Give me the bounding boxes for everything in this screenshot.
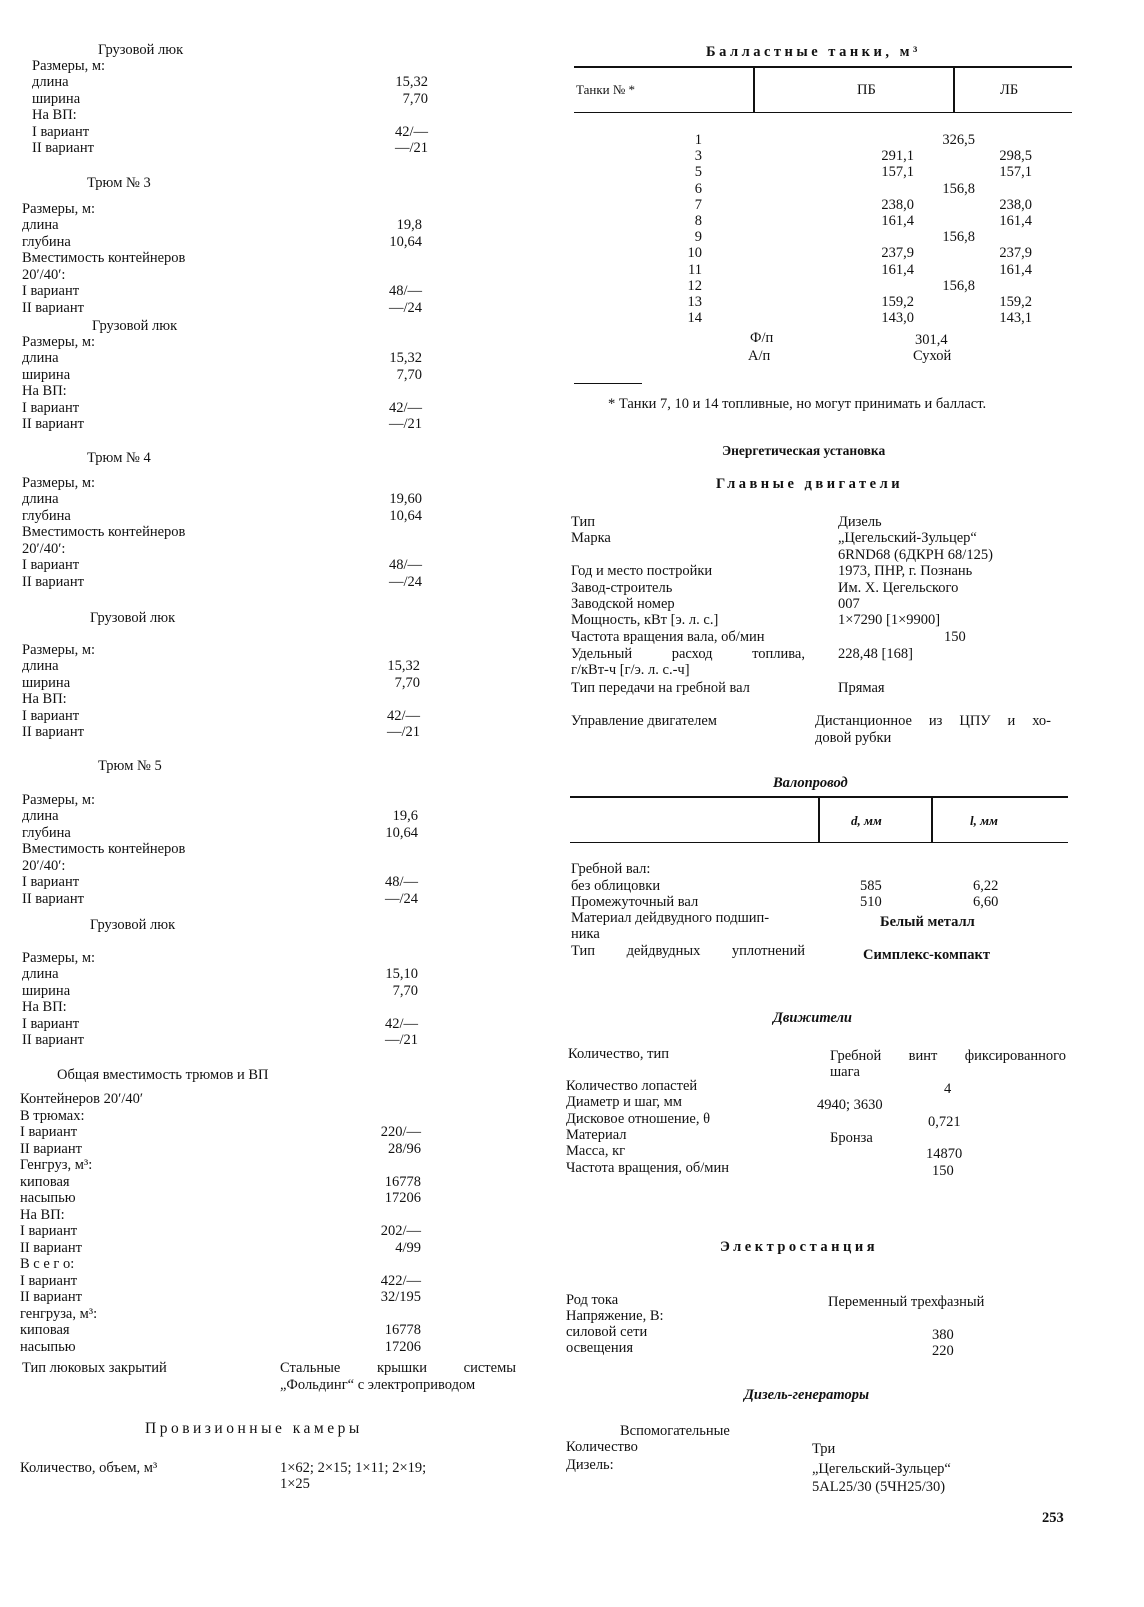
power-title: Энергетическая установка — [722, 443, 886, 458]
row-label: На ВП: — [20, 1206, 65, 1223]
propulsor-row-value: 4 — [944, 1081, 952, 1097]
row-label: II вариант — [20, 1289, 82, 1305]
sizes-label: Размеры, м: — [22, 642, 96, 658]
row-value: 16778 — [384, 1173, 421, 1190]
shaft-row-label: без облицовки — [571, 877, 661, 894]
row-label: длина — [22, 217, 59, 233]
sizes-label: Размеры, м: — [22, 201, 96, 217]
row-value: 4/99 — [395, 1239, 421, 1256]
tank-pb-value: 143,0 — [881, 310, 914, 327]
ballast-title: Балластные танки, м³ — [706, 44, 921, 60]
shaft-row-label: Гребной вал: — [571, 861, 651, 877]
row-label: глубина — [22, 507, 71, 524]
shaft-col-divider — [931, 796, 933, 842]
tank-lb-value: 161,4 — [999, 261, 1032, 278]
row-value: 220/— — [380, 1124, 421, 1140]
row-value: 17206 — [384, 1338, 421, 1355]
row-label: длина — [22, 350, 59, 366]
tank-lb-value: 143,1 — [999, 310, 1032, 327]
table-header-rule — [574, 112, 1072, 113]
tank-center-value: 156,8 — [942, 277, 975, 294]
section-title-hatch: Грузовой люк — [90, 610, 176, 626]
row-value: 15,32 — [389, 350, 422, 366]
tank-lb-value: 298,5 — [999, 148, 1032, 165]
row-value: —/24 — [388, 573, 422, 590]
row-label: На ВП: — [32, 107, 77, 123]
row-label: длина — [22, 966, 59, 982]
closure-value-line1: Стальные крышки системы — [280, 1360, 516, 1376]
row-label: Контейнеров 20′/40′ — [20, 1091, 144, 1107]
engine-brand-value2: 6RND68 (6ДКРН 68/125) — [838, 547, 993, 563]
gen-diesel-value2: 5AL25/30 (5ЧН25/30) — [812, 1479, 946, 1495]
row-value: 10,64 — [385, 824, 418, 841]
row-label: I вариант — [22, 399, 80, 416]
shaft-row-label: Промежуточный вал — [571, 894, 699, 910]
table-top-rule — [574, 66, 1072, 68]
tank-pb-value: 161,4 — [881, 261, 914, 278]
propulsor-row-label: Диаметр и шаг, мм — [566, 1094, 682, 1111]
row-label: длина — [22, 808, 59, 824]
row-label: II вариант — [22, 724, 84, 740]
row-value: 15,32 — [395, 74, 428, 90]
tank-number: 11 — [688, 261, 702, 278]
tank-center-value: 156,8 — [942, 229, 975, 246]
row-label: глубина — [22, 233, 71, 250]
row-value: —/21 — [394, 140, 428, 156]
diesel-gens-title: Дизель-генераторы — [744, 1387, 870, 1403]
tank-pb-value: 157,1 — [881, 164, 914, 181]
row-label: I вариант — [20, 1124, 78, 1140]
row-value: 42/— — [384, 1015, 418, 1032]
row-label: II вариант — [20, 1140, 82, 1157]
row-value: —/21 — [388, 416, 422, 432]
engine-rpm-label: Частота вращения вала, об/мин — [571, 629, 765, 645]
propulsor-qty-label: Количество, тип — [568, 1046, 669, 1062]
engine-trans-value: Прямая — [838, 680, 885, 696]
row-value: 10,64 — [389, 507, 422, 524]
row-label: Вместимость контейнеров — [22, 250, 186, 266]
bearing-value: Белый металл — [880, 914, 975, 930]
row-value: 7,70 — [394, 674, 420, 691]
section-title-hatch: Грузовой люк — [92, 318, 178, 334]
ap-value: Сухой — [913, 348, 952, 364]
closure-label: Тип люковых закрытий — [22, 1360, 167, 1376]
row-label: I вариант — [22, 283, 80, 299]
row-value: 19,8 — [396, 217, 422, 233]
shaft-d-value: 585 — [860, 877, 882, 894]
table-col-divider — [753, 66, 755, 112]
engine-plant-value: Им. Х. Цегельского — [838, 580, 959, 596]
current-value: Переменный трехфазный — [828, 1294, 985, 1310]
sizes-label: Размеры, м: — [32, 58, 106, 74]
aux-title: Вспомогательные — [620, 1423, 730, 1439]
shaft-col-divider — [818, 796, 820, 842]
section-title-hold3: Трюм № 3 — [87, 175, 151, 191]
section-title-provision: Провизионные камеры — [145, 1420, 363, 1437]
propulsor-qty-value2: шага — [830, 1064, 860, 1080]
row-value: 32/195 — [380, 1289, 421, 1305]
shaft-header-rule — [570, 842, 1068, 843]
row-label: Вместимость контейнеров — [22, 841, 186, 857]
tank-center-value: 156,8 — [942, 180, 975, 197]
row-value: 7,70 — [392, 982, 418, 999]
gen-diesel-label: Дизель: — [566, 1457, 614, 1473]
col-header-tank: Танки № * — [576, 82, 636, 97]
col-header-lb: ЛБ — [1000, 82, 1019, 98]
engine-fuel-value: 228,48 [168] — [838, 646, 913, 662]
row-value: 7,70 — [396, 366, 422, 383]
engine-serial-label: Заводской номер — [571, 596, 675, 612]
tank-number: 8 — [694, 213, 702, 229]
row-value: 42/— — [386, 707, 420, 724]
tank-number: 6 — [694, 180, 702, 197]
propulsor-row-value: 0,721 — [928, 1113, 961, 1130]
row-value: —/24 — [388, 299, 422, 316]
engine-fuel-label1: Удельный расход топлива, — [571, 646, 805, 662]
tank-number: 1 — [694, 132, 702, 148]
tank-number: 10 — [687, 245, 702, 262]
tank-pb-value: 159,2 — [881, 294, 914, 310]
table-col-divider — [953, 66, 955, 112]
engine-fuel-label2: г/кВт-ч [г/э. л. с.-ч] — [571, 662, 690, 678]
row-label: I вариант — [20, 1272, 78, 1289]
row-label: длина — [22, 491, 59, 507]
row-value: 17206 — [384, 1190, 421, 1206]
row-value: 15,10 — [385, 966, 418, 982]
section-title-hold5: Трюм № 5 — [98, 758, 162, 774]
main-engines-title: Главные двигатели — [716, 476, 904, 492]
engine-trans-label: Тип передачи на гребной вал — [571, 680, 750, 696]
tank-pb-value: 291,1 — [881, 148, 914, 165]
gen-qty-label: Количество — [566, 1439, 638, 1455]
tank-number: 5 — [694, 164, 702, 181]
row-value: 48/— — [384, 874, 418, 890]
sizes-label: Размеры, м: — [22, 950, 96, 966]
engine-rpm-value: 150 — [944, 629, 966, 645]
row-value: —/21 — [386, 724, 420, 740]
row-label: киповая — [20, 1322, 70, 1338]
row-label: II вариант — [22, 416, 84, 432]
sizes-label: Размеры, м: — [22, 334, 96, 350]
propulsor-row-label: Масса, кг — [566, 1143, 626, 1160]
shaft-col-l: l, мм — [970, 813, 998, 828]
row-label: II вариант — [20, 1239, 82, 1256]
tank-center-value: 326,5 — [942, 132, 975, 148]
page-number: 253 — [1042, 1510, 1064, 1526]
tank-number: 9 — [694, 229, 702, 246]
shaft-l-value: 6,22 — [973, 877, 999, 894]
tank-pb-value: 237,9 — [881, 245, 914, 262]
engine-year-label: Год и место постройки — [571, 563, 713, 579]
engine-serial-value: 007 — [838, 596, 860, 612]
engine-year-value: 1973, ПНР, г. Познань — [838, 563, 973, 579]
gen-diesel-value1: „Цегельский-Зульцер“ — [812, 1461, 951, 1477]
row-label: длина — [22, 658, 59, 674]
shaft-d-value: 510 — [860, 894, 882, 910]
fp-value: 301,4 — [915, 332, 948, 348]
row-label: ширина — [22, 674, 71, 691]
tank-lb-value: 238,0 — [999, 196, 1032, 213]
fp-label: Ф/п — [750, 330, 774, 346]
row-label: В с е г о: — [20, 1256, 75, 1272]
propulsor-row-label: Количество лопастей — [566, 1078, 698, 1094]
mains-label: силовой сети — [566, 1324, 648, 1340]
bearing-label1: Материал дейдвудного подшип- — [571, 910, 770, 926]
row-value: 42/— — [394, 123, 428, 140]
row-value: 16778 — [384, 1322, 421, 1338]
engine-plant-label: Завод-строитель — [571, 580, 673, 596]
propulsor-row-label: Частота вращения, об/мин — [566, 1159, 729, 1176]
row-value: 7,70 — [402, 90, 428, 107]
row-label: II вариант — [22, 1032, 84, 1048]
row-label: II вариант — [22, 573, 84, 590]
row-label: В трюмах: — [20, 1107, 85, 1124]
voltage-label: Напряжение, В: — [566, 1308, 664, 1324]
engine-type-label: Тип — [571, 514, 596, 530]
row-label: ширина — [22, 366, 71, 383]
row-value: 422/— — [380, 1272, 421, 1289]
tank-number: 14 — [687, 310, 702, 327]
engine-brand-label: Марка — [571, 530, 611, 546]
section-title-hatch: Грузовой люк — [98, 42, 184, 58]
row-label: 20′/40′: — [22, 857, 66, 874]
sizes-label: Размеры, м: — [22, 475, 96, 491]
tank-number: 12 — [687, 277, 702, 294]
row-label: I вариант — [22, 1015, 80, 1032]
propulsor-qty-value1: Гребной винт фиксированного — [830, 1048, 1066, 1064]
ballast-footnote: * Танки 7, 10 и 14 топливные, но могут принимать и балласт. — [608, 396, 987, 412]
row-label: I вариант — [22, 874, 80, 890]
shaft-title: Валопровод — [773, 775, 848, 791]
row-value: 10,64 — [389, 233, 422, 250]
tank-pb-value: 238,0 — [881, 196, 914, 213]
row-label: глубина — [22, 824, 71, 841]
propulsor-row-label: Дисковое отношение, θ — [566, 1110, 711, 1127]
row-value: 28/96 — [387, 1140, 421, 1157]
mains-value: 380 — [932, 1327, 954, 1343]
tank-lb-value: 159,2 — [999, 294, 1032, 310]
row-value: —/24 — [384, 890, 418, 907]
row-label: Генгруз, м³: — [20, 1157, 93, 1173]
row-value: 202/— — [380, 1223, 421, 1239]
light-label: освещения — [566, 1340, 634, 1356]
row-label: II вариант — [22, 890, 84, 907]
row-label: I вариант — [22, 557, 80, 573]
ap-label: А/п — [748, 348, 771, 364]
provision-label: Количество, объем, м³ — [20, 1460, 158, 1476]
engine-control-label: Управление двигателем — [571, 713, 717, 729]
row-label: II вариант — [22, 299, 84, 316]
shaft-col-d: d, мм — [851, 813, 882, 828]
row-value: 48/— — [388, 283, 422, 299]
sizes-label: Размеры, м: — [22, 792, 96, 808]
row-label: киповая — [20, 1173, 70, 1190]
section-title-hatch: Грузовой люк — [90, 917, 176, 933]
current-label: Род тока — [566, 1292, 619, 1308]
tank-lb-value: 237,9 — [999, 245, 1032, 262]
bearing-label2: ника — [571, 926, 600, 942]
row-label: На ВП: — [22, 999, 67, 1015]
tank-lb-value: 161,4 — [999, 213, 1032, 229]
row-label: насыпью — [20, 1338, 76, 1355]
row-label: Вместимость контейнеров — [22, 524, 186, 540]
row-label: ширина — [32, 90, 81, 107]
footnote-rule — [574, 383, 642, 384]
light-value: 220 — [932, 1343, 954, 1359]
row-value: 19,60 — [389, 491, 422, 507]
engine-brand-value1: „Цегельский-Зульцер“ — [838, 530, 977, 546]
row-label: I вариант — [32, 123, 90, 140]
row-value: 48/— — [388, 557, 422, 573]
row-value: 19,6 — [392, 808, 418, 824]
gen-qty-value: Три — [812, 1441, 836, 1457]
propulsor-row-value: Бронза — [830, 1129, 873, 1146]
row-label: генгруза, м³: — [20, 1305, 98, 1322]
col-header-pb: ПБ — [857, 82, 876, 98]
row-label: длина — [32, 74, 69, 90]
row-label: 20′/40′: — [22, 266, 66, 283]
row-label: I вариант — [20, 1223, 78, 1239]
propulsor-row-value: 4940; 3630 — [817, 1097, 883, 1114]
row-label: ширина — [22, 982, 71, 999]
engine-control-value2: довой рубки — [815, 730, 892, 746]
row-value: —/21 — [384, 1032, 418, 1048]
row-label: I вариант — [22, 707, 80, 724]
row-label: насыпью — [20, 1190, 76, 1206]
tank-number: 13 — [687, 294, 702, 310]
propulsors-title: Движители — [773, 1010, 852, 1026]
propulsor-row-label: Материал — [566, 1126, 627, 1143]
seal-label: Тип дейдвудных уплотнений — [571, 943, 805, 959]
engine-power-label: Мощность, кВт [э. л. с.] — [571, 612, 719, 628]
section-title-total: Общая вместимость трюмов и ВП — [57, 1067, 269, 1083]
engine-control-value1: Дистанционное из ЦПУ и хо- — [815, 713, 1051, 729]
row-label: На ВП: — [22, 383, 67, 399]
row-value: 15,32 — [387, 658, 420, 674]
shaft-l-value: 6,60 — [973, 894, 999, 910]
tank-lb-value: 157,1 — [999, 164, 1032, 181]
seal-value: Симплекс-компакт — [863, 947, 990, 963]
engine-type-value: Дизель — [838, 514, 882, 530]
row-label: II вариант — [32, 140, 94, 156]
propulsor-row-value: 150 — [932, 1162, 954, 1179]
propulsor-row-value: 14870 — [926, 1146, 963, 1163]
row-label: 20′/40′: — [22, 540, 66, 557]
row-label: На ВП: — [22, 691, 67, 707]
tank-number: 3 — [694, 148, 702, 165]
closure-value-line2: „Фольдинг“ с электроприводом — [280, 1377, 476, 1393]
tank-pb-value: 161,4 — [881, 213, 914, 229]
provision-value-line2: 1×25 — [280, 1476, 310, 1492]
section-title-hold4: Трюм № 4 — [87, 450, 151, 466]
power-plant-title: Электростанция — [720, 1239, 879, 1255]
row-value: 42/— — [388, 399, 422, 416]
provision-value-line1: 1×62; 2×15; 1×11; 2×19; — [280, 1460, 427, 1476]
tank-number: 7 — [694, 196, 702, 213]
engine-power-value: 1×7290 [1×9900] — [838, 612, 941, 628]
